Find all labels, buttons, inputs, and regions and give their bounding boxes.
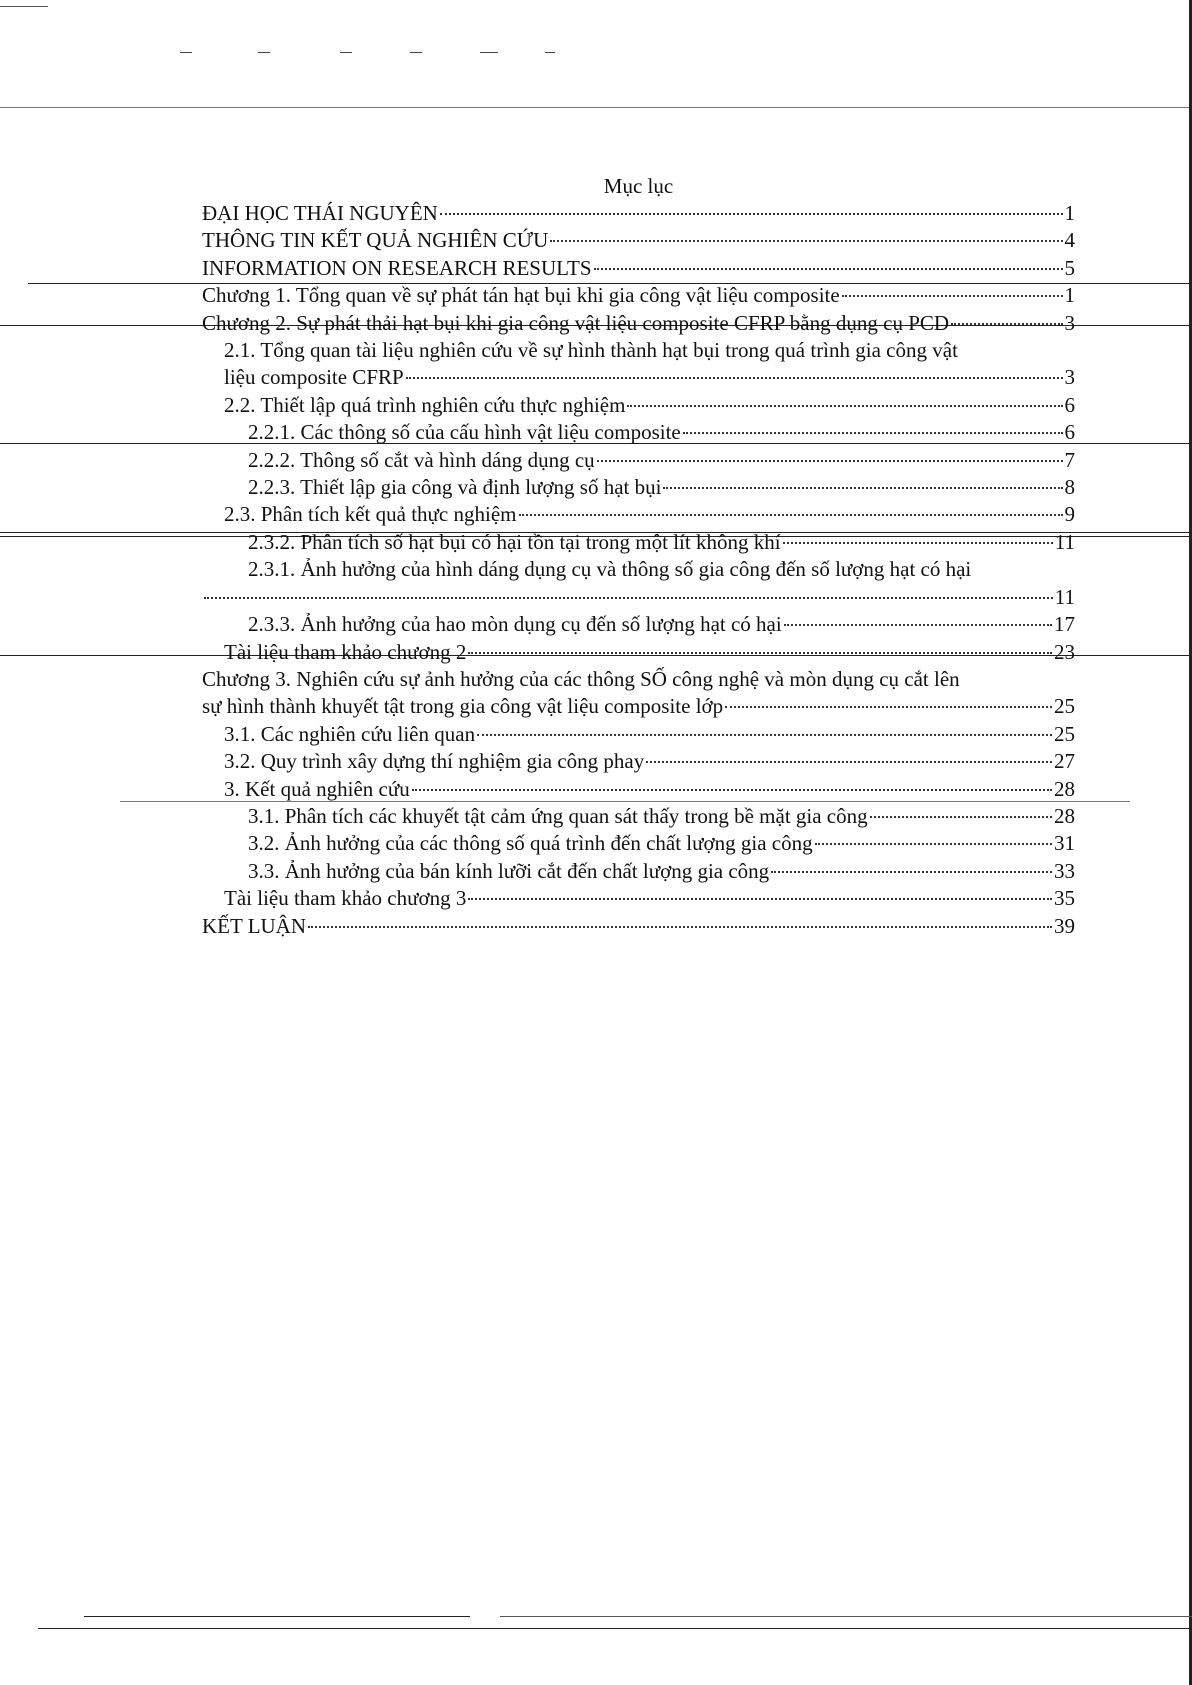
toc-entry-text: 3.2. Quy trình xây dựng thí nghiệm gia công phay — [224, 749, 645, 774]
toc-entry[interactable] — [202, 776, 1075, 803]
toc-page-number: 11 — [1054, 529, 1075, 554]
toc-entry[interactable] — [202, 693, 1075, 720]
toc-entry[interactable] — [202, 830, 1075, 857]
scan-bottom-rule — [500, 1616, 1192, 1617]
toc-page-number: 25 — [1054, 694, 1075, 719]
toc-page-number: 6 — [1064, 392, 1075, 417]
toc-title: Mục lục — [603, 174, 674, 198]
toc-entry-text: Chương 1. Tổng quan về sự phát tán hạt bụi khi gia công vật liệu composite — [202, 283, 840, 308]
toc-entry-text: Tài liệu tham khảo chương 2 — [224, 639, 467, 664]
toc-page-number: 27 — [1054, 749, 1075, 774]
toc-page-number: 33 — [1054, 858, 1075, 883]
toc-entry-text: Chương 2. Sự phát thải hạt bụi khi gia công vật liệu composite CFRP bằng dụng cụ PCD — [202, 310, 950, 335]
scan-top-rule — [0, 107, 1192, 108]
toc-entry[interactable] — [202, 447, 1075, 474]
toc-entry[interactable] — [202, 474, 1075, 501]
toc-page-number: 8 — [1064, 475, 1075, 500]
toc-entry-text: liệu composite CFRP — [224, 365, 404, 390]
scan-dash — [180, 52, 192, 53]
toc-entry[interactable] — [202, 803, 1075, 830]
toc-entry-text: 2.3. Phân tích kết quả thực nghiệm — [224, 502, 517, 527]
toc-page-number: 28 — [1054, 776, 1075, 801]
toc-entry-text: THÔNG TIN KẾT QUẢ NGHIÊN CỨU — [202, 228, 549, 253]
toc-leader-dots — [204, 597, 1053, 599]
toc-leader-dots — [550, 240, 1062, 242]
toc-entry[interactable] — [202, 584, 1075, 611]
toc-leader-dots — [870, 816, 1052, 818]
toc-entry-text: 3. Kết quả nghiên cứu — [224, 776, 410, 801]
toc-page-number: 3 — [1064, 310, 1075, 335]
scan-top-corner-line — [0, 6, 48, 7]
toc-page-number: 3 — [1064, 365, 1075, 390]
toc-leader-dots — [594, 268, 1063, 270]
toc-entry-text: 3.3. Ảnh hưởng của bán kính lưỡi cắt đến chất lượng gia công — [248, 858, 770, 883]
toc-leader-dots — [842, 295, 1063, 297]
scan-dash — [340, 52, 352, 53]
toc-entry-text: Tài liệu tham khảo chương 3 — [224, 886, 467, 911]
toc-entry[interactable] — [202, 913, 1075, 940]
toc-leader-dots — [468, 898, 1052, 900]
toc-entry-text: 2.3.3. Ảnh hưởng của hao mòn dụng cụ đến số lượng hạt có hại — [248, 612, 782, 637]
toc-leader-dots — [406, 377, 1063, 379]
scan-dash — [258, 52, 270, 53]
toc-leader-dots — [951, 323, 1062, 325]
toc-entry-text: 3.2. Ảnh hưởng của các thông số quá trình đến chất lượng gia công — [248, 831, 813, 856]
toc-entry-text: 2.2. Thiết lập quá trình nghiên cứu thực nghiệm — [224, 392, 626, 417]
toc-entry-text: 2.3.2. Phân tích số hạt bụi có hại tồn tại trong một lít không khí — [248, 529, 781, 554]
toc-entry[interactable] — [202, 501, 1075, 528]
toc-entry[interactable] — [202, 611, 1075, 638]
toc-page-number: 1 — [1064, 201, 1075, 225]
toc-page-number: 1 — [1064, 283, 1075, 308]
toc-entry[interactable] — [202, 529, 1075, 556]
toc-entry-text: KẾT LUẬN — [202, 913, 307, 938]
toc-entry-text: sự hình thành khuyết tật trong gia công vật liệu composite lớp — [202, 694, 724, 719]
toc-page-number: 6 — [1064, 420, 1075, 445]
scan-bottom-rule — [84, 1616, 470, 1617]
toc-leader-dots — [440, 213, 1063, 215]
toc-entry[interactable] — [202, 310, 1075, 337]
toc-page-number: 23 — [1054, 639, 1075, 664]
toc-leader-dots — [308, 926, 1052, 928]
toc-entry[interactable] — [202, 748, 1075, 775]
toc-entry-text: 3.1. Các nghiên cứu liên quan — [224, 721, 476, 746]
toc-leader-dots — [597, 460, 1063, 462]
toc-page-number: 11 — [1054, 584, 1075, 609]
toc-leader-dots — [771, 871, 1052, 873]
toc-leader-dots — [725, 706, 1052, 708]
toc-entry[interactable] — [202, 255, 1075, 282]
scan-dash — [545, 52, 555, 53]
toc-entry-text: 3.1. Phân tích các khuyết tật cảm ứng quan sát thấy trong bề mặt gia công — [248, 803, 868, 828]
toc-entry-line: Chương 3. Nghiên cứu sự ảnh hưởng của các thông SỐ công nghệ và mòn dụng cụ cắt lên — [202, 666, 960, 691]
scan-bottom-rule — [38, 1628, 1192, 1629]
toc-entry-text: 2.2.2. Thông số cắt và hình dáng dụng cụ — [248, 447, 595, 472]
toc-entry[interactable] — [202, 392, 1075, 419]
toc-leader-dots — [815, 843, 1052, 845]
toc-page-number: 25 — [1054, 721, 1075, 746]
scan-dash — [410, 52, 422, 53]
toc-entry-text: 2.2.3. Thiết lập gia công và định lượng số hạt bụi — [248, 475, 662, 500]
toc-entry-text: INFORMATION ON RESEARCH RESULTS — [202, 255, 592, 280]
toc-leader-dots — [468, 652, 1052, 654]
toc-leader-dots — [784, 624, 1052, 626]
toc-entries — [202, 200, 1075, 940]
scan-dash — [480, 52, 498, 53]
toc-entry[interactable] — [202, 282, 1075, 309]
toc-entry[interactable] — [202, 364, 1075, 391]
toc-leader-dots — [683, 432, 1063, 434]
toc-leader-dots — [783, 542, 1053, 544]
toc-entry[interactable] — [202, 419, 1075, 446]
toc-page-number: 7 — [1064, 447, 1075, 472]
toc-entry-text: ĐẠI HỌC THÁI NGUYÊN — [202, 201, 438, 225]
toc-leader-dots — [663, 487, 1062, 489]
toc-page-number: 39 — [1054, 913, 1075, 938]
toc-leader-dots — [646, 761, 1052, 763]
toc-leader-dots — [627, 405, 1062, 407]
toc-entry[interactable] — [202, 885, 1075, 912]
toc-page-number: 17 — [1054, 612, 1075, 637]
toc-leader-dots — [412, 789, 1052, 791]
toc-entry[interactable] — [202, 200, 1075, 227]
table-of-contents — [202, 172, 1075, 940]
toc-entry[interactable] — [202, 858, 1075, 885]
toc-page-number: 31 — [1054, 831, 1075, 856]
toc-page-number: 28 — [1054, 803, 1075, 828]
toc-entry[interactable] — [202, 227, 1075, 254]
toc-entry-line: 2.1. Tổng quan tài liệu nghiên cứu về sự hình thành hạt bụi trong quá trình gia công vật — [224, 338, 958, 363]
toc-page-number: 35 — [1054, 886, 1075, 911]
toc-leader-dots — [519, 514, 1063, 516]
toc-leader-dots — [477, 734, 1052, 736]
toc-entry-line: 2.3.1. Ảnh hưởng của hình dáng dụng cụ và thông số gia công đến số lượng hạt có hại — [248, 557, 972, 582]
toc-page-number: 9 — [1064, 502, 1075, 527]
toc-page-number: 4 — [1064, 228, 1075, 253]
toc-entry[interactable] — [202, 639, 1075, 666]
toc-page-number: 5 — [1064, 255, 1075, 280]
toc-entry[interactable] — [202, 721, 1075, 748]
toc-entry-text: 2.2.1. Các thông số của cấu hình vật liệu composite — [248, 420, 681, 445]
